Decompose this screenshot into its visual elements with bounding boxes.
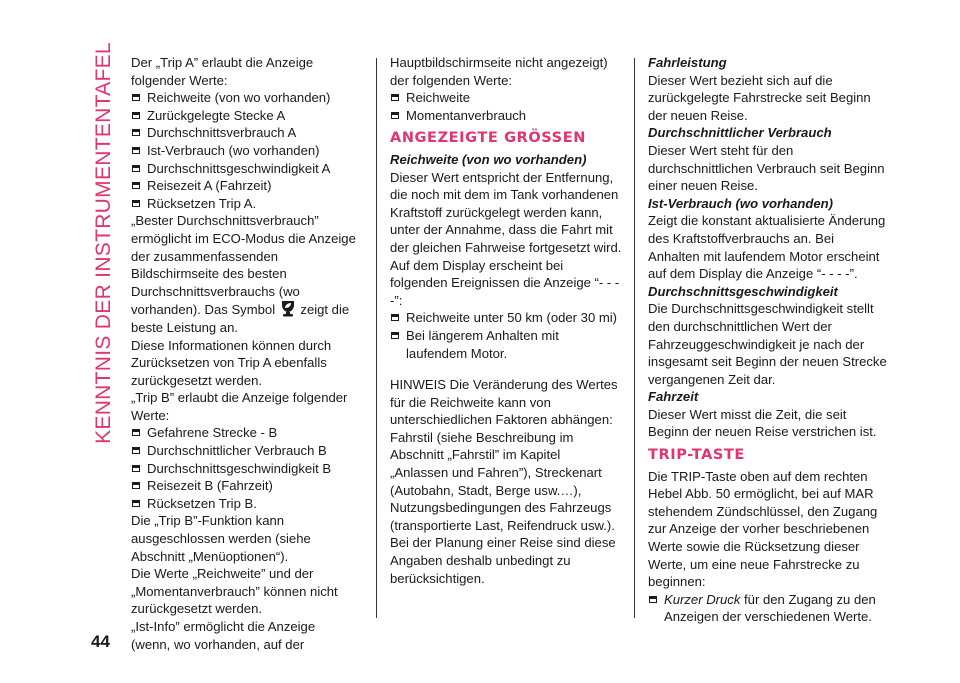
- list-item: Durchschnittlicher Verbrauch B: [131, 442, 357, 460]
- list-item: Zurückgelegte Stecke A: [131, 107, 357, 125]
- paragraph: Die Durchschnittsgeschwindigkeit stellt den durchschnittlichen Wert der Fahrzeuggeschwindigkeit je nach der insgesamt seit Beginn der neuen Strecke vergangenen Zeit dar.: [648, 301, 887, 387]
- column-divider: [634, 58, 635, 618]
- paragraph-text: „Bester Durchschnittsverbrauch” ermöglicht im ECO-Modus die Anzeige der zusammenfassenden Bildschirmseite des besten Durchschnittsverbrauchs (wo vorhanden). Das Symbol: [131, 213, 356, 318]
- paragraph: Die TRIP-Taste oben auf dem rechten Hebel Abb. 50 ermöglicht, bei auf MAR stehendem Zündschlüssel, den Zugang zur Anzeige der vorher beschriebenen Werte sowie die Rücksetzung dieser Werte, um eine neue Fahrstrecke zu beginnen:: [648, 468, 878, 590]
- page-number: 44: [91, 632, 110, 651]
- paragraph: [131, 212, 357, 336]
- paragraph: Hauptbildschirmseite nicht angezeigt) der folgenden Werte:: [390, 55, 608, 88]
- paragraph: Die „Trip B”-Funktion kann ausgeschlossen werden (siehe Abschnitt „Menüoptionen“).: [131, 513, 311, 564]
- list-item: Durchschnittsgeschwindigkeit A: [131, 160, 357, 178]
- list-trip-b: [131, 424, 357, 512]
- paragraph: Der „Trip A” erlaubt die Anzeige folgender Werte:: [131, 55, 314, 88]
- list-ist-info: [390, 89, 622, 124]
- list-item: Bei längerem Anhalten mit laufendem Motor.: [390, 327, 622, 362]
- list-trip-a: [131, 89, 357, 212]
- list-item: Reisezeit A (Fahrzeit): [131, 177, 357, 195]
- section-heading: ANGEZEIGTE GRÖSSEN: [390, 130, 586, 147]
- subheading: Ist-Verbrauch (wo vorhanden): [648, 195, 834, 211]
- subheading: Fahrzeit: [648, 389, 699, 405]
- subheading: Reichweite (von wo vorhanden): [390, 151, 587, 167]
- list-item: Reisezeit B (Fahrzeit): [131, 477, 357, 495]
- list-item: [648, 591, 888, 626]
- chapter-title-text: KENNTNIS DER INSTRUMENTENTAFEL: [92, 42, 115, 444]
- note-paragraph: HINWEIS Die Veränderung des Wertes für die Reichweite kann von unterschiedlichen Faktoren abhängen: Fahrstil (siehe Beschreibung im Abschnitt „Fahrstil” im Kapitel „Anlassen und Fahren”), Streckenart (Autobahn, Stadt, Berge usw.…), Nutzungsbedingungen des Fahrzeugs (transportierte Last, Reifendruck usw.). Bei der Planung einer Reise sind diese Angaben deshalb unbedingt zu berücksichtigen.: [390, 377, 618, 586]
- list-item: Rücksetzen Trip A.: [131, 195, 357, 213]
- paragraph: Diese Informationen können durch Zurücksetzen von Trip A ebenfalls zurückgesetzt werden.: [131, 337, 332, 388]
- list-item: Ist-Verbrauch (wo vorhanden): [131, 142, 357, 160]
- paragraph: Zeigt die konstant aktualisierte Änderung des Kraftstoffverbrauchs an. Bei Anhalten mit laufendem Motor erscheint auf dem Display die Anzeige “- - - -”.: [648, 213, 886, 282]
- subheading: Fahrleistung: [648, 55, 727, 70]
- list-item: Gefahrene Strecke - B: [131, 424, 357, 442]
- subheading: Durchschnittlicher Verbrauch: [648, 125, 832, 141]
- list-item: Durchschnittsgeschwindigkeit B: [131, 460, 357, 478]
- list-item: Rücksetzen Trip B.: [131, 495, 357, 513]
- list-display-events: [390, 309, 622, 362]
- paragraph: Dieser Wert entspricht der Entfernung, die noch mit dem im Tank vorhandenen Kraftstoff zurückgelegt werden kann, unter der Annahme, dass die Fahrt mit der gleichen Fahrweise fortgesetzt wird. Auf dem Display erscheint bei folgenden Ereignissen die Anzeige “- - - -”:: [390, 169, 622, 308]
- leaf-trophy-icon: [279, 300, 297, 317]
- paragraph: Dieser Wert steht für den durchschnittlichen Verbrauch seit Beginn einer neuen Reise.: [648, 142, 885, 194]
- emphasis-text: Kurzer Druck: [664, 591, 741, 607]
- subheading: Durchschnittsgeschwindigkeit: [648, 283, 838, 299]
- paragraph: „Ist-Info” ermöglicht die Anzeige (wenn, wo vorhanden, auf der: [131, 619, 316, 652]
- paragraph: Die Werte „Reichweite” und der „Momentanverbrauch” können nicht zurückgesetzt werden.: [131, 566, 338, 617]
- list-item-text: für den Zugang zu den Anzeigen der verschiedenen Werte.: [664, 591, 876, 625]
- column-middle: [390, 54, 622, 587]
- paragraph: Dieser Wert bezieht sich auf die zurückgelegte Fahrstrecke seit Beginn der neuen Reise.: [648, 72, 871, 123]
- column-left: [131, 54, 357, 653]
- list-item: Momentanverbrauch: [390, 107, 622, 125]
- paragraph: Dieser Wert misst die Zeit, die seit Beginn der neuen Reise verstrichen ist.: [648, 406, 877, 440]
- section-heading: TRIP-TASTE: [648, 447, 745, 464]
- list-item: Durchschnittsverbrauch A: [131, 124, 357, 142]
- list-item: Reichweite: [390, 89, 622, 107]
- column-right: [648, 54, 888, 626]
- list-item: Reichweite (von wo vorhanden): [131, 89, 357, 107]
- list-item: Reichweite unter 50 km (oder 30 mi): [390, 309, 622, 327]
- column-divider: [376, 58, 377, 618]
- paragraph-text: zeigt die beste Leistung an.: [131, 302, 350, 335]
- paragraph: „Trip B” erlaubt die Anzeige folgender Werte:: [131, 390, 348, 423]
- chapter-side-title: [84, 42, 124, 444]
